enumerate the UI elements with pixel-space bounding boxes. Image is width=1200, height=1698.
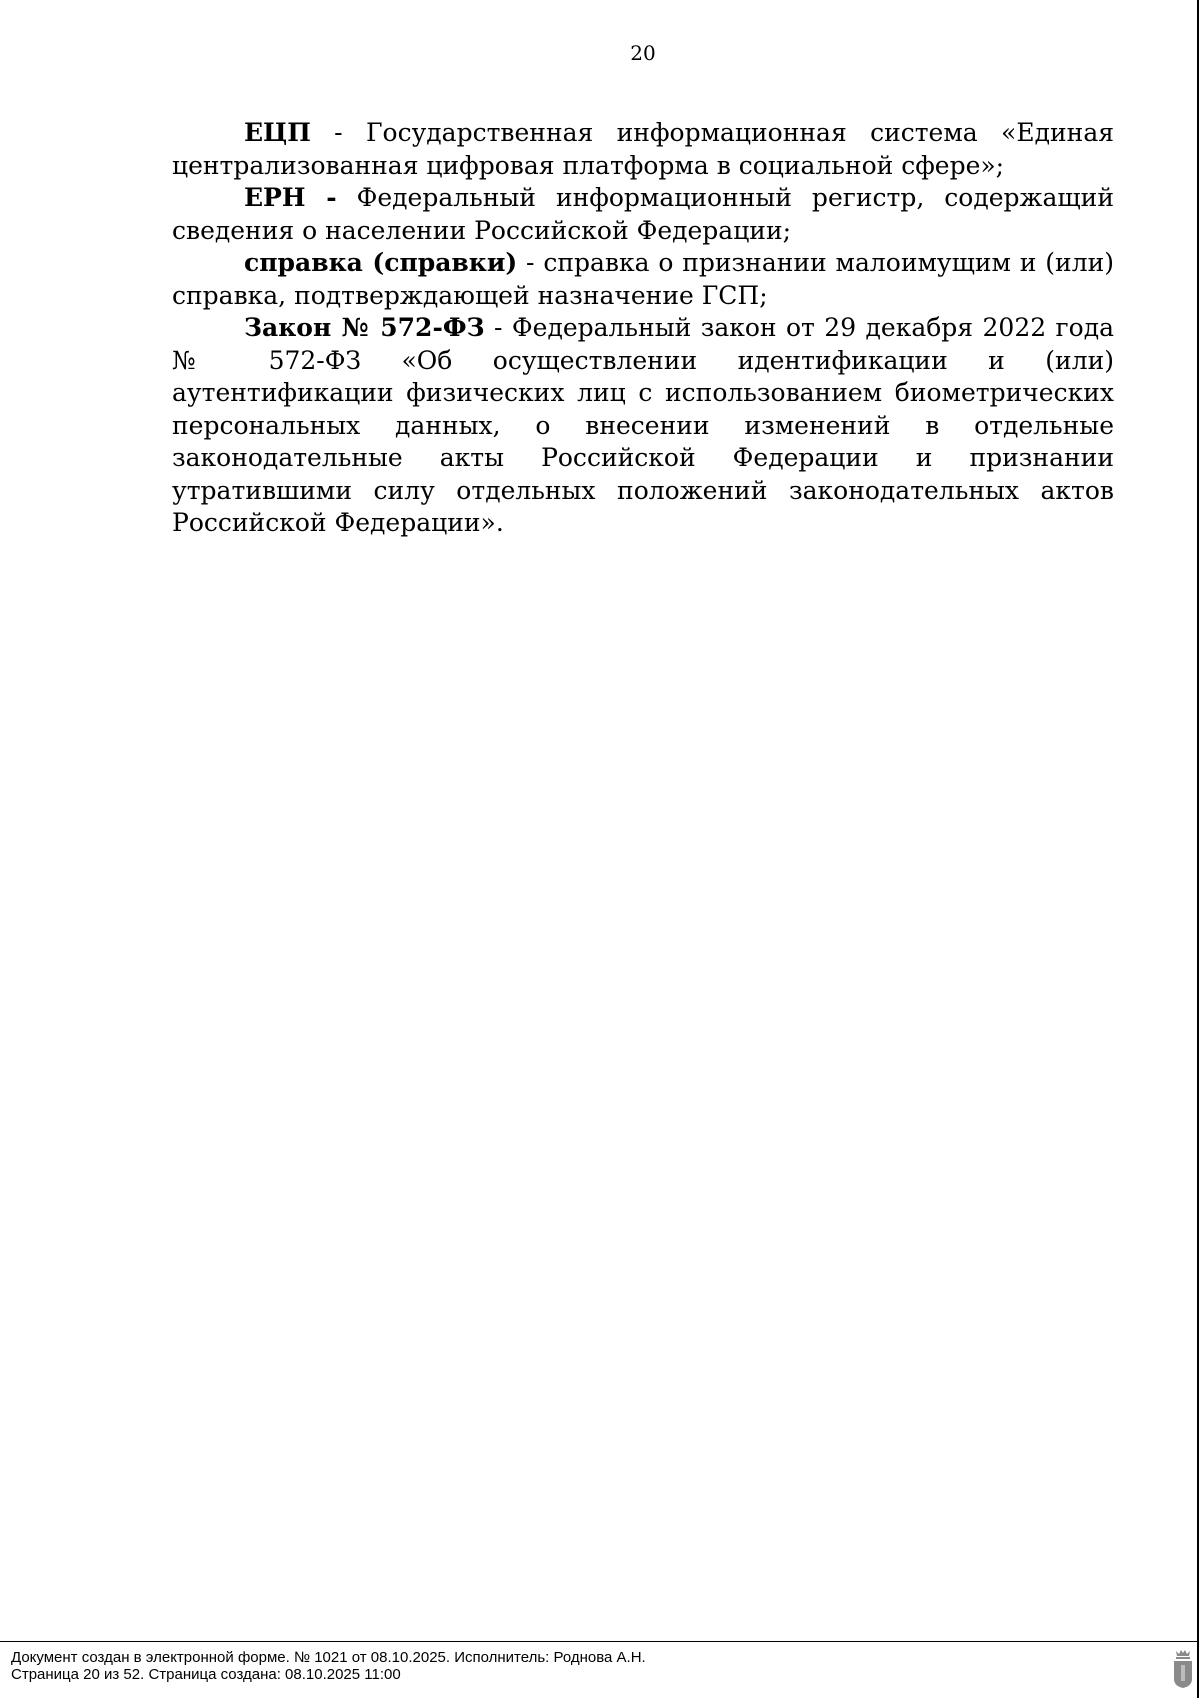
definition-term: Закон № 572-ФЗ — [244, 313, 485, 342]
right-border-line — [1197, 0, 1199, 1698]
footer-divider — [0, 1641, 1198, 1642]
definition-law-572 — [172, 312, 1114, 540]
page-number: 20 — [630, 41, 656, 65]
definition-term: справка (справки) — [244, 248, 518, 277]
definition-term: ЕРН - — [244, 183, 337, 212]
document-footer — [0, 1641, 1198, 1698]
document-body — [172, 117, 1114, 540]
footer-text — [11, 1649, 646, 1683]
definition-text: Федеральный закон от 29 декабря 2022 года № 572-ФЗ «Об осуществлении идентификации и (или) аутентификации физических лиц с использованием биометрических персональных данных, о внесении изменений в отдельные законодательные акты Российской Федерации и признании утратившими силу отдельных положений законодательных актов Российской Федерации». — [172, 313, 1115, 537]
definition-text: Федеральный информационный регистр, содержащий сведения о населении Российской Федерации; — [172, 183, 1114, 245]
definition-text: справка о признании малоимущим и (или) справка, подтверждающей назначение ГСП; — [172, 248, 1115, 310]
coat-of-arms-icon — [1172, 1649, 1194, 1689]
definition-spravka — [172, 247, 1114, 312]
definition-separator — [337, 183, 357, 212]
definition-ecp — [172, 117, 1114, 182]
definition-term: ЕЦП — [244, 118, 311, 147]
definition-separator: - — [310, 118, 366, 147]
definition-separator: - — [517, 248, 544, 277]
definition-ern — [172, 182, 1114, 247]
definition-separator: - — [484, 313, 512, 342]
footer-line-document-info: Документ создан в электронной форме. № 1021 от 08.10.2025. Исполнитель: Роднова А.Н. — [11, 1649, 646, 1666]
definition-text: Государственная информационная система «Единая централизованная цифровая платформа в социальной сфере»; — [172, 118, 1114, 180]
footer-line-page-info: Страница 20 из 52. Страница создана: 08.10.2025 11:00 — [11, 1666, 401, 1683]
